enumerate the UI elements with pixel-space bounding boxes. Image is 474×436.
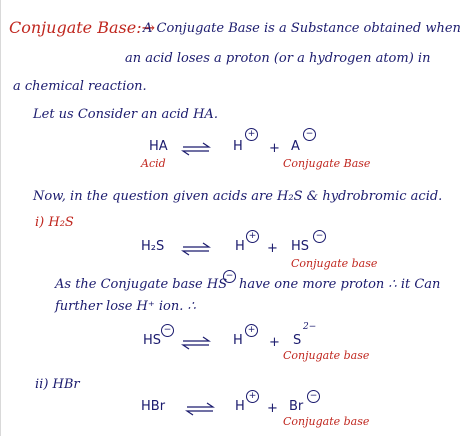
eq2-reactant: H₂S <box>141 239 165 254</box>
eq4-reactant: HBr <box>141 399 166 414</box>
eq3-reactant: HS <box>143 333 162 348</box>
eq1-proton: H <box>233 139 243 154</box>
positive-charge-icon: + <box>245 128 258 141</box>
eq4-plus: + <box>267 401 278 416</box>
definition-line-2: an acid loses a proton (or a hydrogen atom) in <box>125 51 431 66</box>
acid-label: Acid <box>141 157 166 170</box>
explanation-line-1: As the Conjugate base HS <box>55 277 228 292</box>
negative-charge-icon: − <box>223 270 236 283</box>
eq2-conjugate: HS <box>291 239 310 254</box>
conjugate-base-label-3: Conjugate base <box>283 349 370 362</box>
part-2-label: ii) HBr <box>35 377 80 392</box>
eq2-proton: H <box>235 239 245 254</box>
definition-line-3: a chemical reaction. <box>13 79 147 94</box>
positive-charge-icon: + <box>246 390 259 403</box>
equilibrium-arrow-3 <box>181 334 211 346</box>
negative-charge-icon: − <box>161 324 174 337</box>
negative-charge-icon: − <box>313 230 326 243</box>
explanation-line-2: further lose H⁺ ion. ∴ <box>55 299 196 314</box>
eq3-conjugate: S <box>293 333 302 348</box>
eq1-reactant: HA <box>149 139 168 154</box>
eq2-plus: + <box>267 241 278 256</box>
negative-charge-icon: − <box>303 128 316 141</box>
eq4-proton: H <box>235 399 245 414</box>
eq1-conjugate: A <box>291 139 300 154</box>
eq4-conjugate: Br <box>289 399 304 414</box>
conjugate-base-label-4: Conjugate base <box>283 415 370 428</box>
equilibrium-arrow-2 <box>181 240 211 252</box>
given-acids-text: Now, in the question given acids are H₂S & hydrobromic acid. <box>33 189 443 204</box>
eq3-charge-superscript: 2− <box>303 322 317 332</box>
conjugate-base-label-2: Conjugate base <box>291 257 378 270</box>
eq3-plus: + <box>269 335 280 350</box>
heading-conjugate-base: Conjugate Base:→ <box>9 18 155 37</box>
part-1-label: i) H₂S <box>35 215 74 230</box>
eq1-plus: + <box>269 141 280 156</box>
explanation-line-1b: have one more proton ∴ it Can <box>239 277 441 292</box>
negative-charge-icon: − <box>307 390 320 403</box>
equilibrium-arrow-4 <box>185 400 215 412</box>
conjugate-base-label-1: Conjugate Base <box>283 157 371 170</box>
definition-line-1: A Conjugate Base is a Substance obtained when <box>143 21 461 36</box>
consider-acid-text: Let us Consider an acid HA. <box>33 107 218 122</box>
positive-charge-icon: + <box>245 324 258 337</box>
positive-charge-icon: + <box>246 230 259 243</box>
eq3-proton: H <box>233 333 243 348</box>
equilibrium-arrow-1 <box>181 140 211 152</box>
